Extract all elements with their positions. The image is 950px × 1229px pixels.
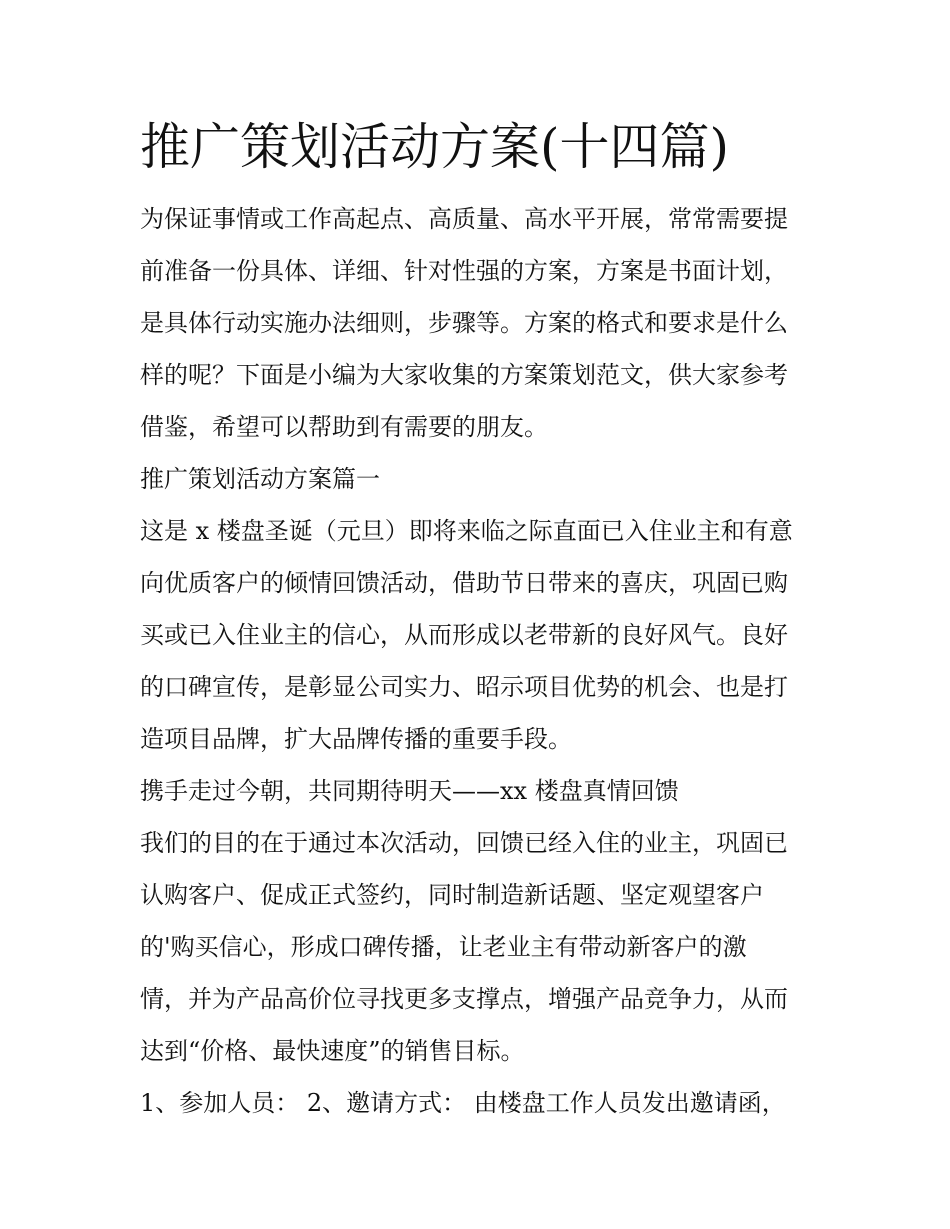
- section-line: 向优质客户的倾情回馈活动，借助节日带来的喜庆，巩固已购: [140, 569, 788, 597]
- theme-line: 携手走过今朝，共同期待明天——xx 楼盘真情回馈: [140, 777, 679, 805]
- section-line: 买或已入住业主的信心，从而形成以老带新的良好风气。良好: [140, 621, 788, 649]
- section-heading-block: [140, 453, 830, 505]
- document-title: 推广策划活动方案(十四篇): [140, 118, 730, 176]
- theme-block: [140, 765, 830, 817]
- section-heading: 推广策划活动方案篇一: [140, 465, 380, 493]
- intro-line: 借鉴，希望可以帮助到有需要的朋友。: [140, 413, 548, 441]
- section-line: 这是 x 楼盘圣诞（元旦）即将来临之际直面已入住业主和有意: [140, 517, 793, 545]
- purpose-line: 我们的目的在于通过本次活动，回馈已经入住的业主，巩固已: [140, 829, 788, 857]
- purpose-line: 情，并为产品高价位寻找更多支撑点，增强产品竞争力，从而: [140, 985, 788, 1013]
- intro-line: 前准备一份具体、详细、针对性强的方案，方案是书面计划，: [140, 257, 788, 285]
- purpose-line: 达到“价格、最快速度”的销售目标。: [140, 1037, 525, 1065]
- participants-block: [140, 1077, 830, 1129]
- participants-line: 1、参加人员： 2、邀请方式： 由楼盘工作人员发出邀请函，: [140, 1089, 786, 1117]
- section-line: 的口碑宣传，是彰显公司实力、昭示项目优势的机会、也是打: [140, 673, 788, 701]
- purpose-line: 认购客户、促成正式签约，同时制造新话题、坚定观望客户: [140, 881, 764, 909]
- intro-line: 为保证事情或工作高起点、高质量、高水平开展，常常需要提: [140, 205, 788, 233]
- section-line: 造项目品牌，扩大品牌传播的重要手段。: [140, 725, 572, 753]
- section-paragraph: [140, 505, 830, 765]
- intro-line: 是具体行动实施办法细则，步骤等。方案的格式和要求是什么: [140, 309, 788, 337]
- purpose-paragraph: [140, 817, 830, 1077]
- purpose-line: 的'购买信心，形成口碑传播，让老业主有带动新客户的激: [140, 933, 747, 961]
- intro-line: 样的呢？下面是小编为大家收集的方案策划范文，供大家参考: [140, 361, 788, 389]
- intro-paragraph: [140, 193, 830, 453]
